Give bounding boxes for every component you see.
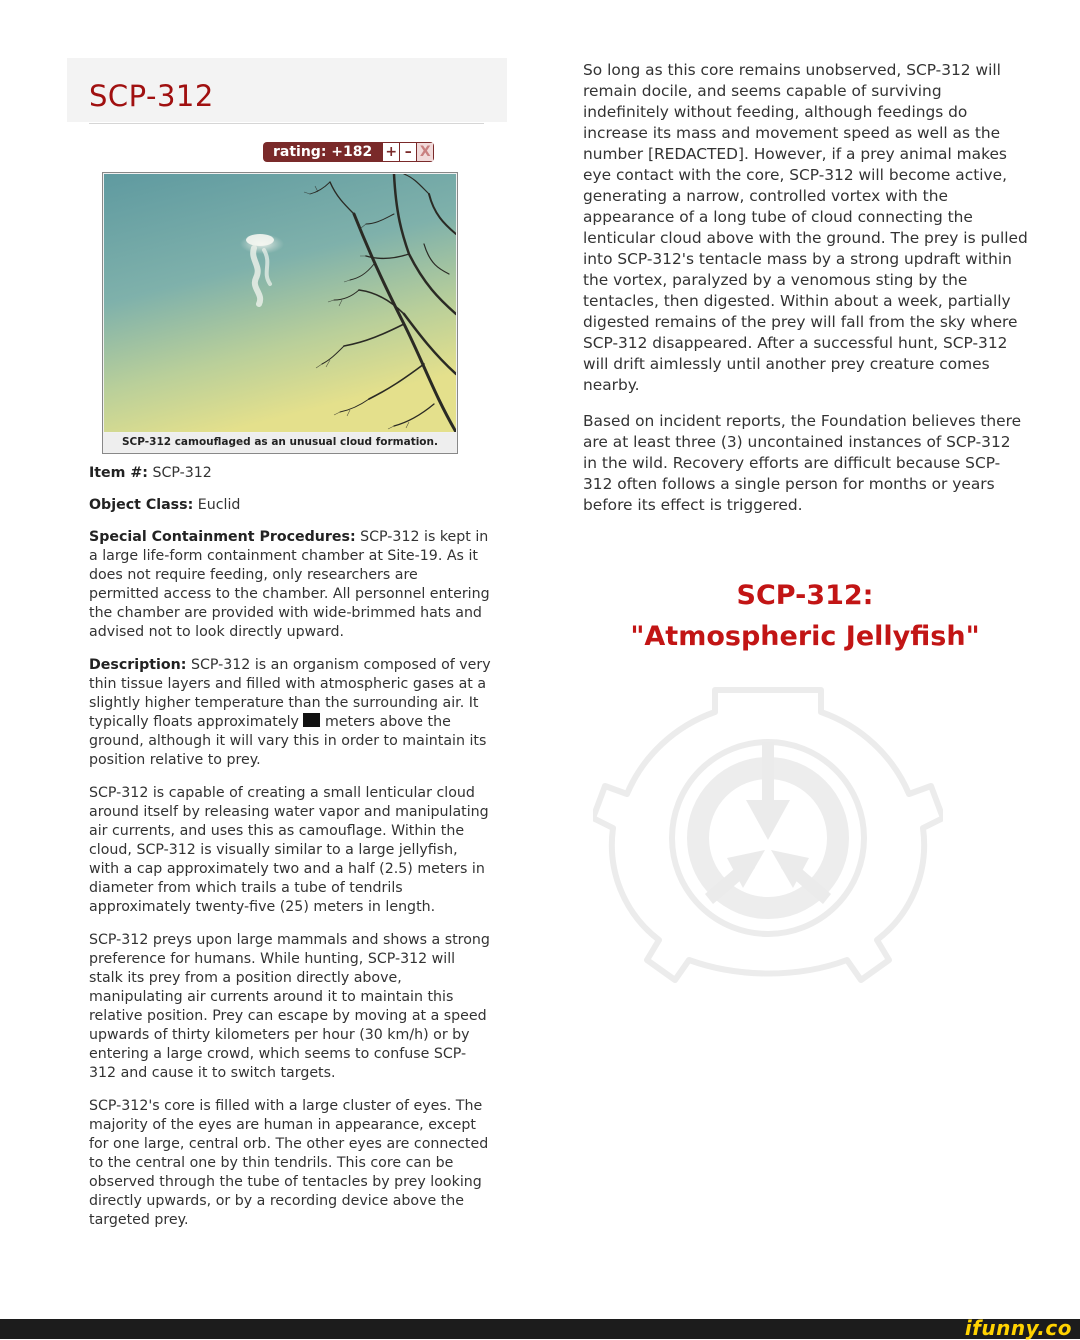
rate-cancel-button[interactable]: X [417,142,434,162]
rating-score: rating: +182 [263,142,382,162]
headline [540,575,1070,657]
containment-text: SCP-312 is kept in a large life-form containment chamber at Site-19. As it does not require feeding, only researchers are permitted access to the chamber. All personnel entering the chamber are provided with wide-brimmed hats and advised not to look directly upward. [89,529,490,640]
description-label: Description: [89,657,187,673]
headline-line-1: SCP-312: [736,580,874,611]
body-paragraph: SCP-312 preys upon large mammals and shows a strong preference for humans. While hunting, SCP-312 will stalk its prey from a position directly above, manipulating air currents around it to maintain this relative position. Prey can escape by moving at a speed upwards of thirty kilometers per hour (30 km/h) or by entering a large crowd, which seems to confuse SCP-312 and cause it to switch targets. [89,932,490,1081]
title-divider [89,123,484,124]
object-class [89,496,491,515]
body-paragraph: So long as this core remains unobserved, SCP-312 will remain docile, and seems capable of surviving indefinitely without feeding, although feedings do increase its mass and movement speed as well as the number [REDACTED]. However, if a prey animal makes eye contact with the core, SCP-312 will become active, generating a narrow, controlled vortex with the appearance of a long tube of cloud connecting the lenticular cloud above with the ground. The prey is pulled into SCP-312's tentacle mass by a strong updraft within the vortex, paralyzed by a venomous sting by the tentacles, then digested. Within about a week, partially digested remains of the prey will fall from the sky where SCP-312 disappeared. After a successful hunt, SCP-312 will drift aimlessly until another prey creature comes nearby. [583,61,1028,394]
containment-label: Special Containment Procedures: [89,529,356,545]
right-column [583,60,1028,531]
sky-photo [104,174,456,432]
description-text: SCP-312 is an organism composed of very thin tissue layers and filled with atmospheric gases at a slightly higher temperature than the surrounding air. It typically floats approximately [89,657,491,730]
description-text-continued: meters above the ground, although it will vary this in order to maintain its position relative to prey. [89,714,487,768]
page-title: SCP-312 [89,79,214,113]
headline-line-2: "Atmospheric Jellyfish" [630,621,980,652]
rate-up-button[interactable]: + [382,142,400,162]
item-number [89,464,491,483]
footer-bar [0,1316,1080,1340]
image-caption: SCP-312 camouflaged as an unusual cloud formation. [104,433,456,452]
object-class-label: Object Class: [89,497,194,513]
body-paragraph: SCP-312's core is filled with a large cluster of eyes. The majority of the eyes are human in appearance, except for one large, central orb. The other eyes are connected to the central one by thin tendrils. This core can be observed through the tube of tentacles by prey looking directly upwards, or by a recording device above the targeted prey. [89,1098,489,1228]
body-paragraph: SCP-312 is capable of creating a small lenticular cloud around itself by releasing water vapor and manipulating air currents, and uses this as camouflage. Within the cloud, SCP-312 is visually similar to a large jellyfish, with a cap approximately two and a half (2.5) meters in diameter from which trails a tube of tendrils approximately twenty-five (25) meters in length. [89,785,489,915]
rate-down-button[interactable]: – [400,142,417,162]
body-paragraph: Based on incident reports, the Foundation believes there are at least three (3) uncontained instances of SCP-312 in the wild. Recovery efforts are difficult because SCP-312 often follows a single person for months or years before its effect is triggered. [583,412,1022,514]
rating-module [263,142,434,162]
ifunny-logo[interactable]: ifunny.co [964,1316,1072,1340]
containment-procedures [89,528,491,642]
object-class-value: Euclid [197,497,241,513]
redacted-block [303,713,320,727]
left-column [89,464,491,1244]
image-block [102,172,458,454]
item-value: SCP-312 [152,465,212,481]
item-label: Item #: [89,465,148,481]
scp-foundation-logo-icon [593,668,943,988]
description [89,656,491,770]
